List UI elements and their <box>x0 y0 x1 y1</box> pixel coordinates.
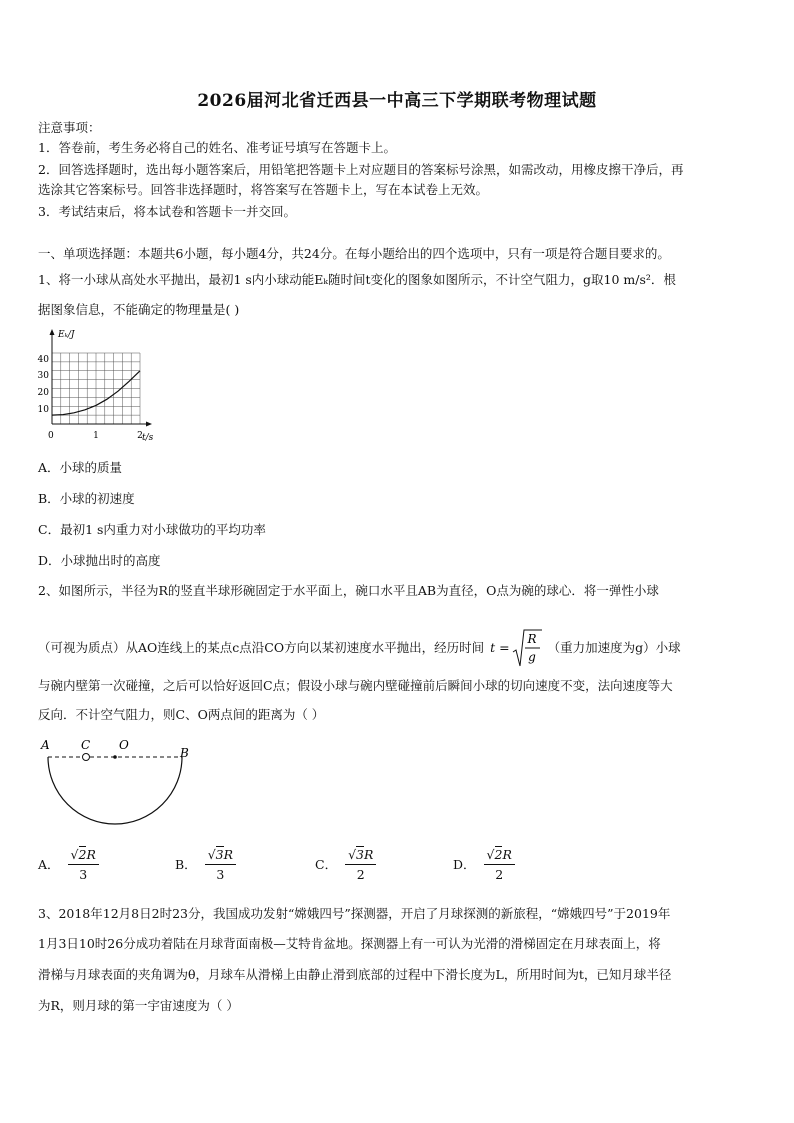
notice-item-2: 2．回答选择题时，选出每小题答案后，用铅笔把答题卡上对应题目的答案标号涂黑，如需改动，用橡皮擦干净后，再 <box>38 162 684 177</box>
y-tick-label: 40 <box>37 355 49 365</box>
notice-item-2-cont: 选涂其它答案标号。回答非选择题时，将答案写在答题卡上，写在本试卷上无效。 <box>38 182 489 197</box>
page-title: 2026届河北省迁西县一中高三下学期联考物理试题 <box>197 91 597 111</box>
svg-text:g: g <box>527 650 536 664</box>
y-tick-label: 20 <box>37 388 49 398</box>
q2-option-c: C． $\frac{√3R}{2}$ <box>315 846 376 882</box>
label-o: O <box>119 738 129 752</box>
q1-option-a: A．小球的质量 <box>38 460 123 475</box>
point-o <box>113 755 117 759</box>
y-tick-label: 30 <box>37 371 49 381</box>
x-tick-label: 0 <box>48 431 54 441</box>
bowl-arc <box>48 757 182 824</box>
q2-stem-line-4: 反向．不计空气阻力，则C、O两点间的距离为（ ） <box>38 707 325 722</box>
notice-item-1: 1．答卷前，考生务必将自己的姓名、准考证号填写在答题卡上。 <box>38 140 396 155</box>
q1-option-d: D．小球抛出时的高度 <box>38 553 161 568</box>
notice-heading: 注意事项： <box>38 120 101 135</box>
ball-c <box>83 754 90 761</box>
q2-line2-post: （重力加速度为g）小球 <box>547 640 681 655</box>
q1-option-b: B．小球的初速度 <box>38 491 135 506</box>
section-heading: 一、单项选择题：本题共6小题，每小题4分，共24分。在每小题给出的四个选项中，只有一项是符合题目要求的。 <box>38 246 670 261</box>
svg-text:R: R <box>527 632 537 646</box>
q2-stem-line-1: 2、如图所示，半径为R的竖直半球形碗固定于水平面上，碗口水平且AB为直径，O点为碗的球心．将一弹性小球 <box>38 583 659 598</box>
q3-stem-line-3: 滑梯与月球表面的夹角调为θ，月球车从滑梯上由静止滑到底部的过程中下滑长度为L，所用时间为t，已知月球半径 <box>38 967 672 982</box>
x-tick-label: 1 <box>93 431 99 441</box>
y-tick-label: 10 <box>37 405 49 415</box>
q2-bowl-figure <box>36 735 201 835</box>
q3-stem-line-4: 为R，则月球的第一宇宙速度为（ ） <box>38 998 239 1013</box>
q2-option-d: D． $\frac{√2R}{2}$ <box>453 846 515 882</box>
q1-stem-line-2: 据图象信息，不能确定的物理量是( ) <box>38 302 240 317</box>
q1-ek-t-graph <box>30 325 170 450</box>
q1-stem-line-1: 1、将一小球从高处水平抛出，最初1 s内小球动能Eₖ随时间t变化的图象如图所示，不计空气阻力，g取10 m/s²．根 <box>38 272 676 287</box>
y-axis-label: Eₖ/J <box>58 330 75 340</box>
q2-stem-line-3: 与碗内壁第一次碰撞，之后可以恰好返回C点；假设小球与碗内壁碰撞前后瞬间小球的切向速度不变，法向速度等大 <box>38 678 673 693</box>
label-c: C <box>81 738 91 752</box>
x-axis-arrow <box>146 422 152 427</box>
notice-item-3: 3．考试结束后，将本试卷和答题卡一并交回。 <box>38 204 296 219</box>
label-a: A <box>41 738 50 752</box>
x-tick-label: 2 <box>137 431 143 441</box>
x-axis-label: t/s <box>142 433 154 443</box>
q3-stem-line-1: 3、2018年12月8日2时23分，我国成功发射“嫦娥四号”探测器，开启了月球探测的新旅程，“嫦娥四号”于2019年 <box>38 906 671 921</box>
q2-option-a: A． $\frac{√2R}{3}$ <box>38 846 99 882</box>
label-b: B <box>180 746 189 760</box>
q2-option-b: B． $\frac{√3R}{3}$ <box>175 846 236 882</box>
q3-stem-line-2: 1月3日10时26分成功着陆在月球背面南极—艾特肯盆地。探测器上有一可认为光滑的滑梯固定在月球表面上，将 <box>38 936 661 951</box>
q1-option-c: C．最初1 s内重力对小球做功的平均功率 <box>38 522 266 537</box>
q2-line2-pre: （可视为质点）从AO连线上的某点c点沿CO方向以某初速度水平抛出，经历时间 <box>38 640 485 655</box>
y-axis-arrow <box>50 329 55 335</box>
formula-t: t = <box>490 640 510 655</box>
q2-stem-line-2 <box>38 628 758 668</box>
graph-grid <box>52 353 140 424</box>
sqrt-r-over-g <box>512 628 542 668</box>
